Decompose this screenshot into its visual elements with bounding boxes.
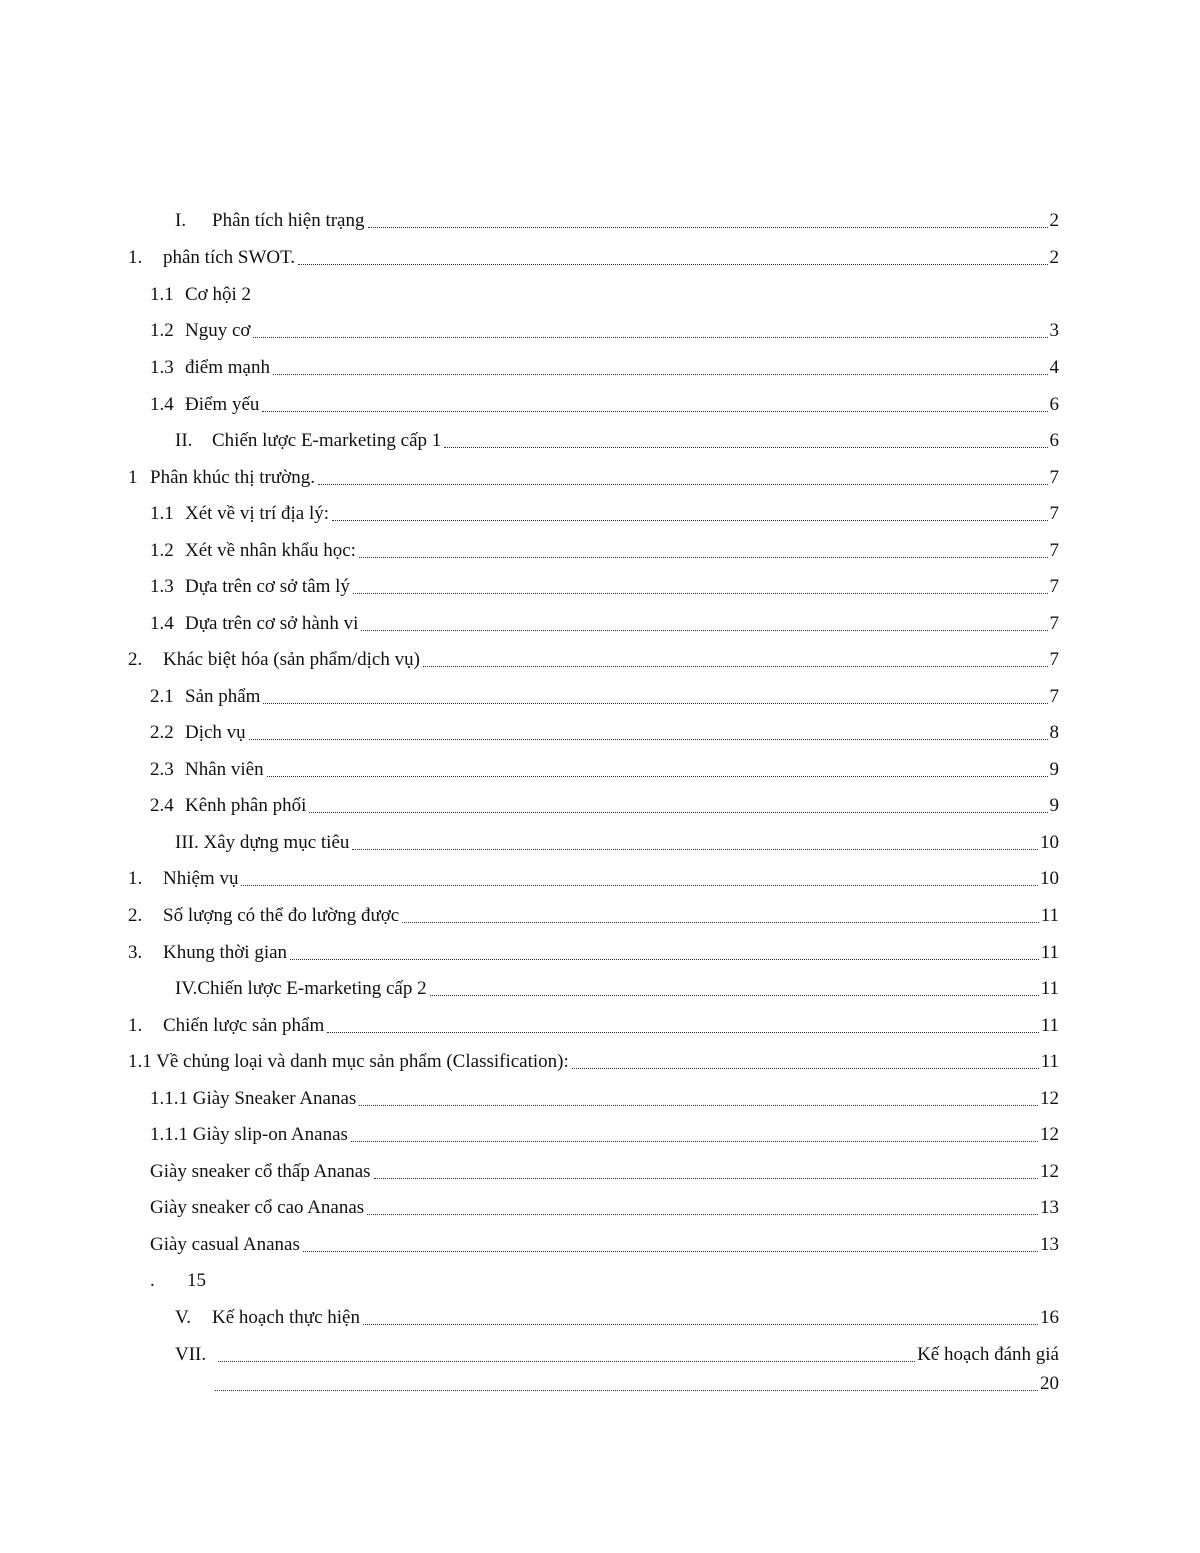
dot-leader xyxy=(309,812,1047,813)
toc-entry xyxy=(150,1263,1059,1293)
toc-entry-title: Phân khúc thị trường. xyxy=(150,467,315,488)
toc-entry xyxy=(175,203,1059,233)
toc-entry-page: 16 xyxy=(1040,1307,1059,1328)
toc-entry-title: Chiến lược E-marketing cấp 1 xyxy=(212,430,442,451)
toc-entry-page: 12 xyxy=(1040,1161,1059,1182)
toc-entry-page: 7 xyxy=(1049,613,1059,634)
toc-entry-page: 6 xyxy=(1049,394,1059,415)
toc-entry xyxy=(150,313,1059,343)
toc-entry-title: điểm mạnh xyxy=(185,357,270,378)
toc-entry-title: Kế hoạch đánh giá xyxy=(917,1344,1059,1365)
dot-leader xyxy=(218,1361,915,1362)
toc-entry-title: Nguy cơ xyxy=(185,320,251,341)
toc-entry-page: 2 xyxy=(1049,210,1059,231)
toc-entry-page: 3 xyxy=(1049,320,1059,341)
dot-leader xyxy=(303,1251,1038,1252)
toc-entry-number: 1 xyxy=(128,467,138,488)
toc-entry-page: 12 xyxy=(1040,1088,1059,1109)
toc-entry-number: V. xyxy=(175,1307,192,1328)
toc-entry-number: 1.4 xyxy=(150,613,174,634)
dot-leader xyxy=(423,666,1048,667)
dot-leader xyxy=(368,227,1048,228)
toc-entry xyxy=(150,496,1059,526)
toc-entry xyxy=(150,1117,1059,1147)
toc-entry xyxy=(150,1190,1059,1220)
toc-entry-number: 1. xyxy=(128,868,143,889)
toc-entry-number: 1.2 xyxy=(150,540,174,561)
toc-entry xyxy=(150,1227,1059,1257)
dot-leader xyxy=(361,630,1047,631)
dot-leader xyxy=(267,776,1048,777)
toc-entry-page: 4 xyxy=(1049,357,1059,378)
toc-entry xyxy=(128,1044,1059,1074)
dot-leader xyxy=(262,411,1047,412)
toc-entry-title: Cơ hội 2 xyxy=(185,284,251,305)
dot-leader xyxy=(215,1390,1038,1391)
toc-entry-page: 8 xyxy=(1049,722,1059,743)
toc-entry-page: 9 xyxy=(1049,759,1059,780)
dot-leader xyxy=(352,849,1038,850)
toc-entry-title: 15 xyxy=(187,1270,206,1291)
toc-entry-number: 2. xyxy=(128,649,143,670)
dot-leader xyxy=(444,447,1047,448)
toc-entry xyxy=(150,752,1059,782)
toc-entry-title: Kế hoạch thực hiện xyxy=(212,1307,360,1328)
toc-entry xyxy=(150,350,1059,380)
dot-leader xyxy=(332,520,1047,521)
toc-entry xyxy=(128,460,1059,490)
toc-entry-page: 7 xyxy=(1049,467,1059,488)
toc-entry-page: 12 xyxy=(1040,1124,1059,1145)
toc-entry xyxy=(150,606,1059,636)
toc-entry-page: 11 xyxy=(1040,942,1059,963)
dot-leader xyxy=(298,264,1047,265)
toc-entry-number: 2.4 xyxy=(150,795,174,816)
toc-entry-number: 1.2 xyxy=(150,320,174,341)
toc-entry xyxy=(150,277,1059,307)
toc-entry-page: 10 xyxy=(1040,868,1059,889)
toc-entry-page: 7 xyxy=(1049,686,1059,707)
toc-entry-page: 9 xyxy=(1049,795,1059,816)
toc-entry-page: 20 xyxy=(1040,1373,1059,1394)
dot-leader xyxy=(359,1105,1038,1106)
toc-entry-page: 2 xyxy=(1049,247,1059,268)
dot-leader xyxy=(363,1324,1038,1325)
toc-entry xyxy=(175,825,1059,855)
toc-entry-number: 2. xyxy=(128,905,143,926)
toc-entry-title: Nhiệm vụ xyxy=(163,868,239,889)
toc-entry-title: Chiến lược sản phẩm xyxy=(163,1015,325,1036)
toc-entry-title: Xét về vị trí địa lý: xyxy=(185,503,330,524)
toc-entry-number: I. xyxy=(175,210,187,231)
toc-entry xyxy=(175,1337,1059,1367)
dot-leader xyxy=(572,1068,1039,1069)
toc-entry-page: 11 xyxy=(1040,905,1059,926)
toc-entry-title: Giày sneaker cổ cao Ananas xyxy=(150,1197,365,1218)
toc-entry-title: Giày casual Ananas xyxy=(150,1234,300,1255)
toc-entry-title: Giày sneaker cổ thấp Ananas xyxy=(150,1161,371,1182)
toc-entry-page: 6 xyxy=(1049,430,1059,451)
toc-entry-number: 2.1 xyxy=(150,686,174,707)
toc-entry-number: 1.4 xyxy=(150,394,174,415)
toc-entry-page: 10 xyxy=(1040,832,1059,853)
dot-leader xyxy=(351,1141,1038,1142)
toc-entry xyxy=(150,569,1059,599)
dot-leader xyxy=(359,557,1048,558)
toc-entry-title: 1.1.1 Giày Sneaker Ananas xyxy=(150,1088,357,1109)
toc-entry-title: Dựa trên cơ sở tâm lý xyxy=(185,576,350,597)
toc-entry xyxy=(150,679,1059,709)
toc-entry xyxy=(150,1081,1059,1111)
toc-entry-title: Dựa trên cơ sở hành vi xyxy=(185,613,359,634)
toc-entry-page: 7 xyxy=(1049,503,1059,524)
toc-entry xyxy=(128,642,1059,672)
dot-leader xyxy=(374,1178,1038,1179)
toc-entry-title: Khung thời gian xyxy=(163,942,288,963)
toc-entry xyxy=(150,533,1059,563)
toc-entry-number: 2.3 xyxy=(150,759,174,780)
toc-entry-title: Kênh phân phối xyxy=(185,795,307,816)
dot-leader xyxy=(430,995,1039,996)
toc-entry-number: 2.2 xyxy=(150,722,174,743)
toc-entry-title: Phân tích hiện trạng xyxy=(212,210,365,231)
toc-entry-title: Điểm yếu xyxy=(185,394,260,415)
dot-leader xyxy=(367,1214,1038,1215)
toc-entry xyxy=(128,1008,1059,1038)
toc-entry-title: Khác biệt hóa (sản phẩm/dịch vụ) xyxy=(163,649,420,670)
toc-entry-page: 7 xyxy=(1049,540,1059,561)
toc-entry xyxy=(150,1154,1059,1184)
toc-entry-title: 1.1.1 Giày slip-on Ananas xyxy=(150,1124,348,1145)
toc-entry-page: 13 xyxy=(1040,1234,1059,1255)
dot-leader xyxy=(290,959,1039,960)
dot-leader xyxy=(263,703,1047,704)
toc-entry-number: 1. xyxy=(128,1015,143,1036)
toc-entry-number: 3. xyxy=(128,942,143,963)
dot-leader xyxy=(241,885,1038,886)
toc-entry-number: VII. xyxy=(175,1344,207,1365)
toc-entry-title: Dịch vụ xyxy=(185,722,246,743)
toc-entry-title: 1.1 Về chủng loại và danh mục sản phẩm (Classification): xyxy=(128,1051,569,1072)
toc-entry xyxy=(175,423,1059,453)
dot-leader xyxy=(249,739,1048,740)
toc-entry-page: 13 xyxy=(1040,1197,1059,1218)
toc-entry-title: phân tích SWOT. xyxy=(163,247,296,268)
dot-leader xyxy=(353,593,1048,594)
toc-entry-page: 7 xyxy=(1049,649,1059,670)
toc-entry-number: 1.3 xyxy=(150,576,174,597)
dot-leader xyxy=(273,374,1048,375)
toc-entry xyxy=(150,387,1059,417)
toc-entry-number: . xyxy=(150,1270,155,1291)
dot-leader xyxy=(253,337,1047,338)
toc-entry-continuation xyxy=(215,1366,1059,1396)
toc-entry xyxy=(175,971,1059,1001)
toc-entry xyxy=(128,898,1059,928)
toc-entry xyxy=(128,240,1059,270)
toc-entry xyxy=(128,935,1059,965)
dot-leader xyxy=(318,484,1048,485)
toc-entry xyxy=(150,788,1059,818)
toc-entry-title: Số lượng có thể đo lường được xyxy=(163,905,400,926)
toc-entry-title: III. Xây dựng mục tiêu xyxy=(175,832,350,853)
toc-entry-title: Sản phẩm xyxy=(185,686,261,707)
toc-entry-number: 1.3 xyxy=(150,357,174,378)
toc-entry-page: 11 xyxy=(1040,1015,1059,1036)
dot-leader xyxy=(327,1032,1038,1033)
toc-entry-page: 11 xyxy=(1040,978,1059,999)
toc-entry-number: 1.1 xyxy=(150,503,174,524)
toc-entry-title: Nhân viên xyxy=(185,759,264,780)
toc-entry xyxy=(175,1300,1059,1330)
toc-entry xyxy=(128,861,1059,891)
toc-entry xyxy=(150,715,1059,745)
toc-entry-page: 7 xyxy=(1049,576,1059,597)
toc-entry-title: Xét về nhân khẩu học: xyxy=(185,540,356,561)
toc-entry-page: 11 xyxy=(1040,1051,1059,1072)
toc-entry-number: 1. xyxy=(128,247,143,268)
toc-entry-number: 1.1 xyxy=(150,284,174,305)
toc-entry-number: II. xyxy=(175,430,193,451)
dot-leader xyxy=(402,922,1038,923)
toc-entry-title: IV.Chiến lược E-marketing cấp 2 xyxy=(175,978,427,999)
